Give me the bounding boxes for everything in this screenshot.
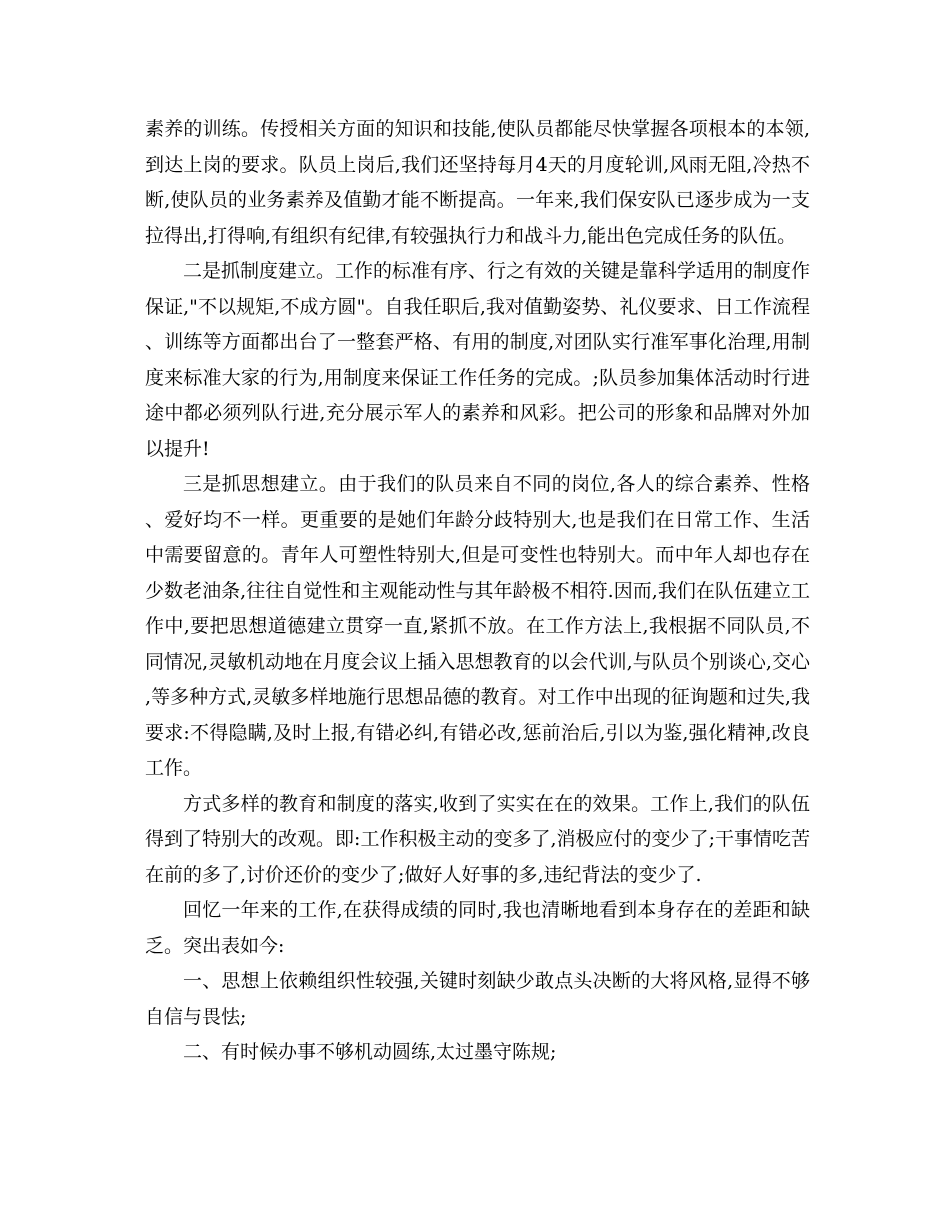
paragraph-6: 一、思想上依赖组织性较强,关键时刻缺少敢点头决断的大将风格,显得不够自信与畏怯;	[145, 970, 810, 1028]
paragraph-4: 方式多样的教育和制度的落实,收到了实实在在的效果。工作上,我们的队伍得到了特别大的改观。即:工作积极主动的变多了,消极应付的变少了;干事情吃苦在前的多了,讨价还价的变少了;做好人好事的多,违纪背法的变少了.	[145, 792, 810, 886]
paragraph-5: 回忆一年来的工作,在获得成绩的同时,我也清晰地看到本身存在的差距和缺乏。突出表如今:	[145, 899, 810, 957]
paragraph-1: 素养的训练。传授相关方面的知识和技能,使队员都能尽快掌握各项根本的本领,到达上岗的要求。队员上岗后,我们还坚持每月4天的月度轮训,风雨无阻,冷热不断,使队员的业务素养及值勤才能不断提高。一年来,我们保安队已逐步成为一支拉得出,打得响,有组织有纪律,有较强执行力和战斗力,能出色完成任务的队伍。	[145, 118, 810, 247]
paragraph-7: 二、有时候办事不够机动圆练,太过墨守陈规;	[183, 1041, 557, 1063]
paragraph-2: 二是抓制度建立。工作的标准有序、行之有效的关键是靠科学适用的制度作保证,"不以规矩,不成方圆"。自我任职后,我对值勤姿势、礼仪要求、日工作流程、训练等方面都出台了一整套严格、有用的制度,对团队实行准军事化治理,用制度来标准大家的行为,用制度来保证工作任务的完成。;队员参加集体活动时行进途中都必须列队行进,充分展示军人的素养和风彩。把公司的形象和品牌对外加以提升!	[145, 260, 811, 460]
document-page	[145, 112, 810, 1071]
paragraph-3: 三是抓思想建立。由于我们的队员来自不同的岗位,各人的综合素养、性格、爱好均不一样。更重要的是她们年龄分歧特别大,也是我们在日常工作、生活中需要留意的。青年人可塑性特别大,但是可变性也特别大。而中年人却也存在少数老油条,往往自觉性和主观能动性与其年龄极不相符.因而,我们在队伍建立工作中,要把思想道德建立贯穿一直,紧抓不放。在工作方法上,我根据不同队员,不同情况,灵敏机动地在月度会议上插入思想教育的以会代训,与队员个别谈心,交心,等多种方式,灵敏多样地施行思想品德的教育。对工作中出现的征询题和过失,我要求:不得隐瞒,及时上报,有错必纠,有错必改,惩前治后,引以为鉴,强化精神,改良工作。	[145, 473, 810, 779]
